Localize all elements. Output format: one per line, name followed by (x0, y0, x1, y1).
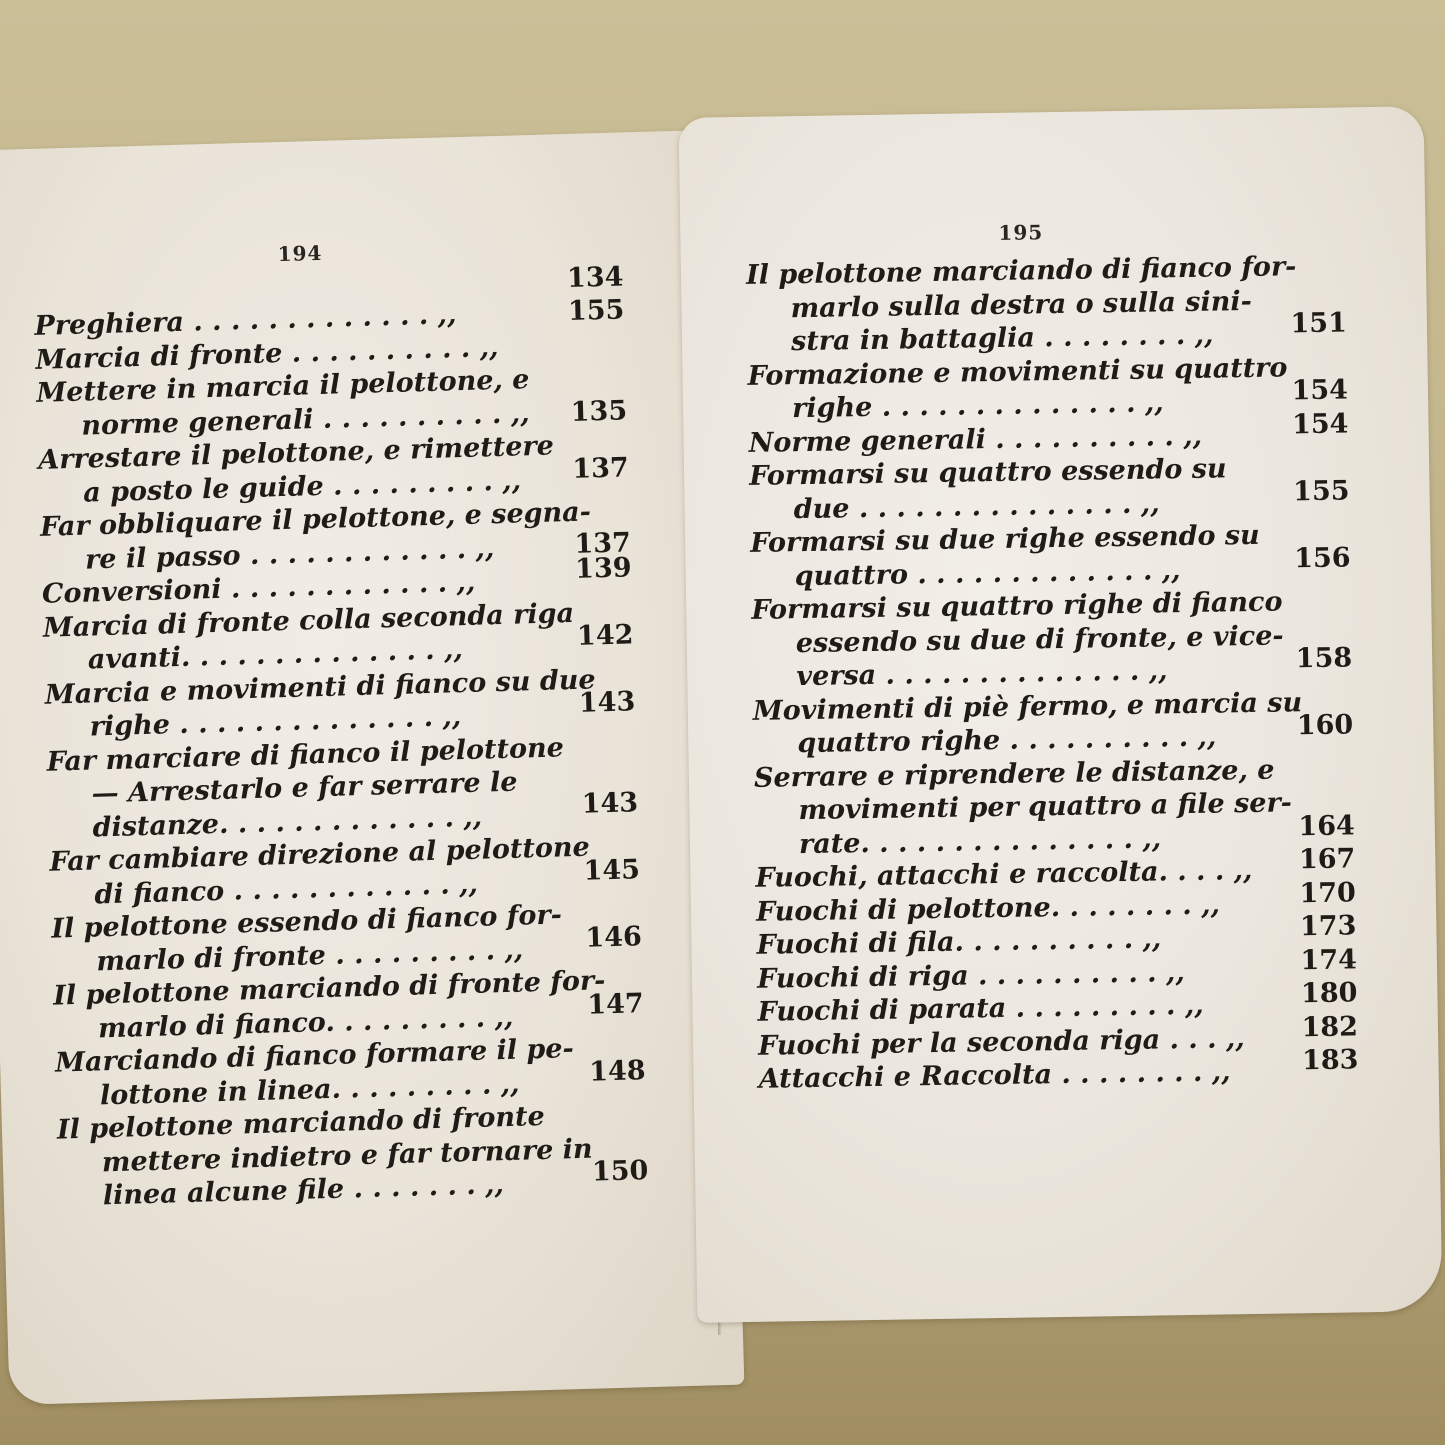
entry-line: — Arrestarlo e far serrare le (91, 766, 518, 810)
entry-line: versa . . . . . . . . . . . . . . ,, (796, 655, 1168, 693)
entry-page-ref: 154 (1291, 374, 1349, 407)
entry-line: Marcia di fronte colla seconda riga (42, 597, 575, 644)
entry-page-ref: 180 (1300, 977, 1358, 1010)
entry-line: Il pelottone marciando di fianco for- (745, 251, 1297, 291)
entry-line: Fuochi di parata . . . . . . . . . ,, (757, 989, 1204, 1028)
entry-line: righe . . . . . . . . . . . . . . ,, (89, 701, 462, 743)
entry-line: Marciando di fianco formare il pe- (54, 1033, 575, 1079)
entry-page-ref: 164 (1298, 809, 1356, 842)
entry-page-ref: 156 (1293, 541, 1351, 574)
entry-line: righe . . . . . . . . . . . . . . ,, (791, 387, 1164, 425)
entry-line: distanze. . . . . . . . . . . . . ,, (92, 801, 483, 843)
left-page (0, 130, 744, 1405)
entry-line: norme generali . . . . . . . . . . ,, (80, 397, 530, 442)
entry-line: Fuochi di riga . . . . . . . . . . ,, (756, 956, 1185, 995)
entry-page-ref: 154 (1291, 407, 1349, 440)
index-entry (754, 752, 1356, 862)
entry-line: Fuochi, attacchi e raccolta. . . . ,, (755, 855, 1253, 894)
right-page (679, 106, 1443, 1323)
entry-page-ref: 160 (1296, 709, 1354, 742)
entry-line: Formarsi su quattro essendo su (748, 453, 1227, 492)
entry-page-ref: 151 (1290, 307, 1348, 340)
entry-page-ref: 146 (585, 920, 643, 954)
entry-page-ref: 143 (581, 786, 639, 820)
entry-page-ref: 150 (591, 1155, 649, 1188)
entry-line: movimenti per quattro a file ser- (798, 787, 1293, 827)
entry-line: essendo su due di fronte, e vice- (795, 619, 1284, 659)
entry-line: Far obbliquare il pelottone, e segna- (39, 496, 592, 543)
entry-line: Formarsi su due righe essendo su (750, 519, 1260, 559)
entry-line: mettere indietro e far tornare in (101, 1133, 593, 1178)
entry-page-ref: 183 (1301, 1044, 1359, 1077)
entry-line: Formarsi su quattro righe di fianco (751, 586, 1283, 626)
entry-page-ref: 135 (570, 394, 628, 428)
entry-line: Marcia e movimenti di fianco su due (44, 663, 596, 711)
entry-line: Fuochi di fila. . . . . . . . . . ,, (756, 923, 1162, 961)
entry-line: Formazione e movimenti su quattro (747, 351, 1288, 392)
entry-line: Mettere in marcia il pelottone, e (35, 364, 530, 409)
entry-page-ref: 134 (566, 261, 624, 295)
entry-page-ref: 137 (574, 526, 632, 560)
index-entry (746, 249, 1348, 359)
entry-page-ref: 170 (1299, 876, 1357, 909)
page-number: 195 (998, 220, 1044, 245)
index-entry (750, 517, 1351, 593)
index-entry (751, 584, 1353, 694)
entry-page-ref: 182 (1301, 1010, 1359, 1043)
entry-line: quattro righe . . . . . . . . . . ,, (797, 721, 1217, 760)
index-entry (46, 729, 639, 846)
entry-line: Far marciare di fianco il pelottone (46, 731, 565, 778)
entry-page-ref: 158 (1295, 642, 1353, 675)
entry-line: marlo di fianco. . . . . . . . . ,, (97, 1001, 514, 1044)
entry-line: Preghiera . . . . . . . . . . . . . ,, (34, 299, 457, 342)
entry-line: di fianco . . . . . . . . . . . . ,, (94, 868, 479, 910)
index-entry (749, 450, 1350, 526)
entry-page-ref: 139 (574, 552, 632, 585)
entry-line: Fuochi per la seconda riga . . . ,, (757, 1022, 1245, 1062)
entry-line: marlo di fronte . . . . . . . . . ,, (95, 934, 524, 977)
entry-line: avanti. . . . . . . . . . . . . . ,, (87, 634, 464, 676)
index-list (746, 249, 1359, 1096)
index-entry (747, 350, 1348, 426)
index-entry (57, 1097, 650, 1214)
entry-line: Far cambiare direzione al pelottone (49, 831, 591, 878)
entry-line: Arrestare il pelottone, e rimettere (37, 430, 555, 476)
entry-page-ref: 142 (576, 619, 634, 652)
entry-line: Il pelottone essendo di fianco for- (50, 899, 563, 945)
entry-page-ref: 137 (571, 451, 630, 485)
entry-line: linea alcune file . . . . . . . ,, (102, 1169, 505, 1212)
entry-line: Norme generali . . . . . . . . . . ,, (748, 420, 1203, 459)
entry-line: marlo sulla destra o sulla sini- (790, 285, 1253, 324)
entry-line: lottone in linea. . . . . . . . . ,, (99, 1068, 520, 1111)
entry-line: stra in battaglia . . . . . . . . ,, (790, 319, 1214, 358)
entry-line: Serrare e riprendere le distanze, e (753, 754, 1275, 794)
entry-page-ref: 173 (1299, 910, 1357, 943)
entry-line: Il pelottone marciando di fronte (56, 1100, 546, 1146)
entry-line: Movimenti di piè fermo, e marcia su (752, 686, 1303, 727)
entry-page-ref: 143 (578, 686, 636, 719)
entry-line: re il passo . . . . . . . . . . . . ,, (84, 532, 495, 576)
entry-line: quattro . . . . . . . . . . . . . ,, (794, 554, 1181, 592)
entry-line: Fuochi di pelottone. . . . . . . . ,, (755, 889, 1221, 928)
entry-line: Il pelottone marciando di fronte for- (52, 965, 606, 1012)
entry-page-ref: 155 (567, 294, 625, 327)
entry-page-ref: 167 (1298, 843, 1356, 876)
entry-line: due . . . . . . . . . . . . . . . ,, (793, 487, 1160, 525)
entry-page-ref: 147 (586, 987, 645, 1021)
index-entry (753, 685, 1354, 761)
entry-line: a posto le guide . . . . . . . . . ,, (82, 464, 522, 509)
entry-line: Conversioni . . . . . . . . . . . . ,, (41, 566, 476, 610)
entry-page-ref: 155 (1292, 474, 1350, 507)
entry-page-ref: 145 (583, 853, 641, 887)
entry-page-ref: 174 (1300, 943, 1358, 976)
entry-line: rate. . . . . . . . . . . . . . . ,, (798, 822, 1162, 860)
entry-line: Marcia di fronte . . . . . . . . . . ,, (35, 331, 499, 376)
entry-line: Attacchi e Raccolta . . . . . . . . ,, (758, 1056, 1231, 1095)
entry-page-ref: 148 (588, 1054, 646, 1088)
index-list (33, 260, 649, 1214)
page-number: 194 (277, 240, 323, 267)
